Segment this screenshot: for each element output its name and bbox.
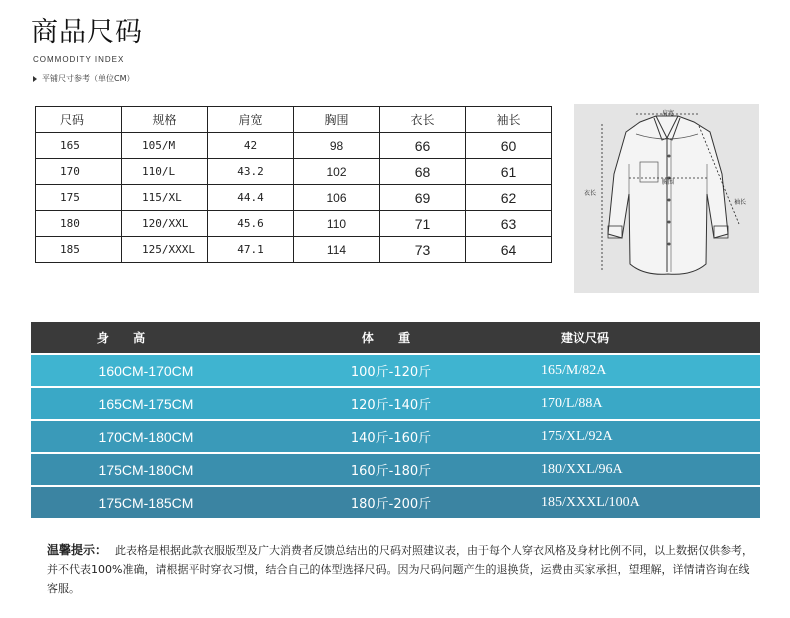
cell-length: 69 [380, 185, 466, 211]
cell-size: 180 [36, 211, 122, 237]
size-table [35, 106, 552, 263]
triangle-bullet-icon [33, 76, 37, 82]
cell-shoulder: 44.4 [208, 185, 294, 211]
cell-sleeve: 64 [466, 237, 552, 263]
cell-size: 170 [36, 159, 122, 185]
header-weight: 体 重 [361, 331, 421, 345]
cell-size: 175 [36, 185, 122, 211]
cell-spec: 105/M [122, 133, 208, 159]
cell-shoulder: 45.6 [208, 211, 294, 237]
header-recommended-size: 建议尺码 [561, 331, 610, 345]
cell-shoulder: 42 [208, 133, 294, 159]
table-row [31, 355, 760, 386]
cell-height: 165CM-175CM [98, 395, 194, 412]
cell-length: 73 [380, 237, 466, 263]
cell-height: 170CM-180CM [98, 428, 194, 445]
height-weight-table [31, 322, 760, 520]
cell-weight: 180斤-200斤 [350, 497, 432, 512]
header-height: 身 高 [96, 331, 156, 345]
cell-recommended-size: 185/XXXL/100A [541, 494, 640, 510]
cell-size: 165 [36, 133, 122, 159]
cell-chest: 106 [294, 185, 380, 211]
cell-recommended-size: 170/L/88A [541, 395, 603, 411]
table-row [31, 487, 760, 518]
cell-chest: 98 [294, 133, 380, 159]
table-row [36, 237, 552, 263]
table-row [36, 185, 552, 211]
shirt-icon [574, 104, 759, 293]
table-row [31, 421, 760, 452]
diagram-label-chest: 胸围 [662, 179, 675, 186]
cell-length: 68 [380, 159, 466, 185]
size-table-header-row [36, 107, 552, 133]
header-length: 衣长 [380, 107, 466, 133]
unit-note [33, 73, 135, 84]
cell-recommended-size: 175/XL/92A [541, 428, 613, 444]
header-spec: 规格 [122, 107, 208, 133]
cell-height: 175CM-180CM [98, 461, 194, 478]
cell-weight: 120斤-140斤 [350, 398, 432, 413]
cell-size: 185 [36, 237, 122, 263]
cell-recommended-size: 165/M/82A [541, 362, 607, 378]
table-row [36, 211, 552, 237]
cell-length: 66 [380, 133, 466, 159]
cell-sleeve: 60 [466, 133, 552, 159]
shirt-measurement-diagram [574, 104, 759, 293]
diagram-label-sleeve: 袖长 [734, 199, 747, 206]
cell-spec: 115/XL [122, 185, 208, 211]
tips-section [47, 541, 757, 598]
hw-header-row [31, 322, 760, 353]
header-size: 尺码 [36, 107, 122, 133]
cell-chest: 110 [294, 211, 380, 237]
table-row [31, 454, 760, 485]
cell-length: 71 [380, 211, 466, 237]
cell-weight: 160斤-180斤 [350, 464, 432, 479]
tips-text: 此表格是根据此款衣服版型及广大消费者反馈总结出的尺码对照建议表，由于每个人穿衣风格及身材比例不同，以上数据仅供参考，并不代表100%准确，请根据平时穿衣习惯，结合自己的体型选择尺码。因为尺码问题产生的退换货，运费由买家承担，望理解，详情请咨询在线客服。 [47, 544, 754, 595]
header-shoulder: 肩宽 [208, 107, 294, 133]
header-sleeve: 袖长 [466, 107, 552, 133]
header-chest: 胸围 [294, 107, 380, 133]
diagram-label-shoulder: 肩宽 [662, 110, 675, 117]
unit-note-text: 平铺尺寸参考（单位CM） [42, 74, 135, 83]
cell-height: 175CM-185CM [98, 494, 194, 511]
cell-sleeve: 62 [466, 185, 552, 211]
cell-chest: 114 [294, 237, 380, 263]
cell-sleeve: 63 [466, 211, 552, 237]
cell-spec: 120/XXL [122, 211, 208, 237]
cell-chest: 102 [294, 159, 380, 185]
diagram-label-length: 衣长 [584, 190, 597, 197]
cell-spec: 125/XXXL [122, 237, 208, 263]
cell-shoulder: 43.2 [208, 159, 294, 185]
cell-recommended-size: 180/XXL/96A [541, 461, 623, 477]
table-row [36, 133, 552, 159]
table-row [36, 159, 552, 185]
cell-height: 160CM-170CM [98, 362, 194, 379]
cell-shoulder: 47.1 [208, 237, 294, 263]
tips-label: 温馨提示： [47, 543, 108, 557]
page-title: 商品尺码 [31, 17, 143, 48]
table-row [31, 388, 760, 419]
cell-sleeve: 61 [466, 159, 552, 185]
page-subtitle: COMMODITY INDEX [33, 55, 125, 64]
cell-weight: 140斤-160斤 [350, 431, 432, 446]
cell-spec: 110/L [122, 159, 208, 185]
cell-weight: 100斤-120斤 [350, 365, 432, 380]
